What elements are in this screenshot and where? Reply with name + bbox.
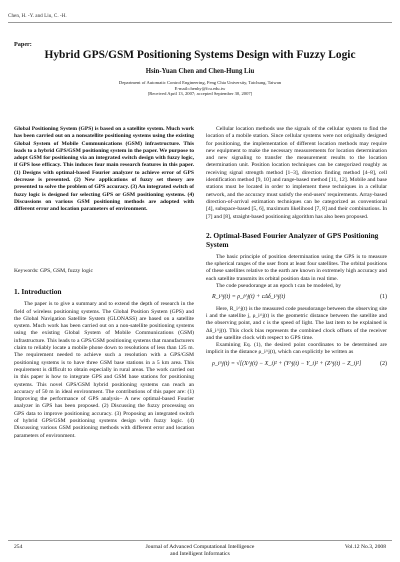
footer-rule bbox=[8, 540, 392, 541]
footer-volume: Vol.12 No.3, 2008 bbox=[344, 544, 386, 550]
affiliation: Department of Automatic Control Engineering, Feng Chia University, Taichung, Taiwan bbox=[118, 80, 282, 85]
keywords: Keywords: GPS, GSM, fuzzy logic bbox=[14, 268, 93, 274]
equation-1 bbox=[212, 294, 387, 301]
right-paragraph-4: Here, R_i^j(t) is the measured code pseudorange between the observing site i and the satellite j, ρ_i^j(t) is the geometric distance between the satellite and the observing point, and c is the speed of light. The last item to be explained is Δδ_i^j(t). This clock bias represents the combined clock offsets of the receiver and the satellite clock with respect to GPS time. bbox=[206, 305, 387, 341]
equation-1-body: R_i^j(t) = ρ_i^j(t) + cΔδ_i^j(t) bbox=[212, 294, 286, 301]
footer-journal-line-2: and Intelligent Informatics bbox=[170, 550, 230, 557]
right-paragraph-5: Examining Eq. (1), the desired point coordinates to be determined are implicit in the distance ρ_i^j(t), which can explicitly be written as bbox=[206, 342, 387, 356]
section-1-text: The paper is to give a summary and to extend the depth of research in the field of wireless positioning systems. The Global Position System (GPS) and the Global Navigation Satellite System (GLONASS) are based on a satellite system. Much work has been carried out on a non-satellite positioning systems using the existing Global System of Mobile Communications (GSM) infrastructure. This leads to a GPS/GSM positioning systems that manufacturers claim to reliably locate a mobile phone down to resolutions of less than 125 m. The requirement needed to achieve such a resolution with a GPS/GSM positioning systems is to have three GSM base stations in a 5 km area. This requirement is difficult to obtain especially in rural areas. The work carried out in this paper is how to integrate GPS and GSM base stations for positioning systems. This novel GPS/GSM hybrid positioning systems can reach an accuracy of 50 m in ideal environment. The contributions of this paper are: (1) Improving the performance of GPS analysis– A new optimal-based Fourier analyzer in GPS has been proposed. (2) Discussing the fuzzy processing on GPS data to improve positioning accuracy. (3) Proposing an integrated switch of hybrid GPS/GSM positioning systems design with fuzzy logic. (4) Discussing various GSM positioning methods with different error and location parameters of environment. bbox=[14, 301, 194, 439]
email: E-mail:chenhy@fcu.edu.tw bbox=[174, 85, 226, 91]
right-paragraph-3: The code pseudorange at an epoch t can be modeled, by bbox=[216, 283, 342, 290]
affiliation-block bbox=[0, 80, 400, 97]
paper-title: Hybrid GPS/GSM Positioning Systems Design with Fuzzy Logic bbox=[44, 49, 356, 61]
equation-2 bbox=[212, 361, 387, 368]
paper-label: Paper: bbox=[14, 41, 32, 48]
received-dates: [Received April 13, 2007; accepted September 30, 2007] bbox=[147, 91, 253, 97]
equation-2-body: ρ_i^j(t) = √[(X^j(t) − X_i)² + (Y^j(t) − Y_i)² + (Z^j(t) − Z_i)²] bbox=[212, 360, 362, 367]
section-2-heading: 2. Optimal-Based Fourier Analyzer of GPS Positioning System bbox=[206, 230, 379, 249]
left-column-body bbox=[14, 268, 194, 440]
abstract: Global Positioning System (GPS) is based on a satellite system. Much work has been carried out on a nonsatellite positioning systems using the existing Global System of Mobile Communications (GSM) infrastructure. This leads to a hybrid GPS/GSM positioning system in the paper. We purpose to adopt GSM for positioning via an integrated switch design with fuzzy logic, if GPS lose efficacy. This induces four main research features in this paper. (1) Designs with optimal-based Fourier analyzer to achieve error of GPS decrease is presented. (2) New applications of fuzzy set theory are presented to solve the problem of GPS accuracy. (3) An integrated switch of fuzzy logic is designed for selecting GPS or GSM positioning systems. (4) Discussions on various GSM positioning methods are adopted with different error and location parameters of environment. bbox=[14, 126, 194, 213]
right-paragraph-2: The basic principle of position determination using the GPS is to measure the spherical ranges of the user from at least four satellites. The orbital positions of these satellites relative to the earth are known in extremely high accuracy and each satellite transmits its orbital position data in real time. bbox=[206, 253, 387, 282]
footer-journal-line-1: Journal of Advanced Computational Intelligence bbox=[145, 544, 255, 550]
right-paragraph-1: Cellular location methods use the signals of the cellular system to find the location of a mobile station. Since cellular systems were not originally designed for positioning, the implementation of different location methods may require new equipment to make the necessary measurements for location determination and new signaling to transfer the measurement results to the location determination unit. Position location techniques can be categorized roughly as receiving signal strength method [1–3], direction finding method [4–8], cell identification method [9, 10] and range-based method [11, 12]. Mobile and base stations must be located in order to implement these techniques in a cellular network, and the accuracy must satisfy the end-users' requirements. Array-based direction-of-arrival estimation techniques can be categorized as conventional [4], subspace-based [5, 6], maximum likelihood [7, 8] and their combinations. In [7] and [8], straight-based positioning algorithm has also been proposed. bbox=[206, 126, 387, 220]
equation-2-number: (2) bbox=[380, 360, 387, 367]
header-rule bbox=[8, 22, 392, 23]
footer-page-number: 254 bbox=[14, 544, 23, 550]
footer-journal bbox=[0, 544, 400, 558]
section-1-heading: 1. Introduction bbox=[14, 287, 62, 297]
authors: Hsin-Yuan Chen and Chen-Hung Liu bbox=[145, 68, 255, 75]
running-head: Chen, H. -Y. and Liu, C. -H. bbox=[8, 13, 67, 19]
right-column-body bbox=[206, 126, 387, 372]
equation-1-number: (1) bbox=[380, 294, 387, 301]
